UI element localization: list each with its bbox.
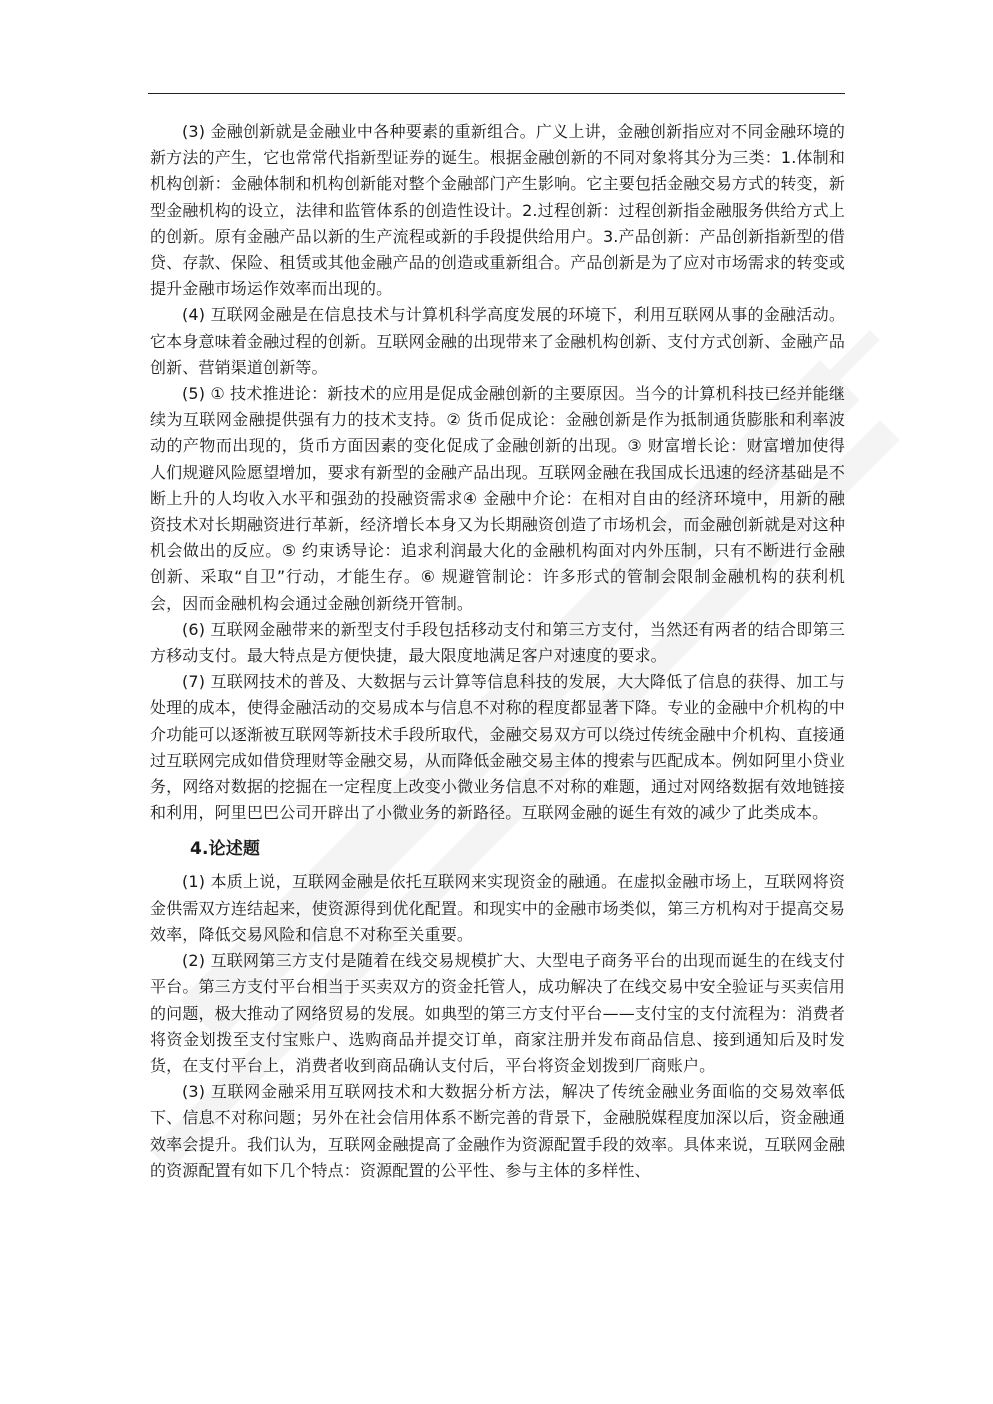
paragraph-4: (4) 互联网金融是在信息技术与计算机科学高度发展的环境下，利用互联网从事的金融活动。它本身意味着金融过程的创新。互联网金融的出现带来了金融机构创新、支付方式创新、金融产品创新、营销渠道创新等。 [150, 305, 845, 377]
section-heading: 4.论述题 [190, 839, 261, 860]
paragraph-6: (6) 互联网金融带来的新型支付手段包括移动支付和第三方支付，当然还有两者的结合即第三方移动支付。最大特点是方便快捷，最大限度地满足客户对速度的要求。 [150, 619, 845, 666]
essay-paragraph-3: (3) 互联网金融采用互联网技术和大数据分析方法，解决了传统金融业务面临的交易效率低下、信息不对称问题；另外在社会信用体系不断完善的背景下，金融脱媒程度加深以后，资金融通效率会提升。我们认为，互联网金融提高了金融作为资源配置手段的效率。具体来说，互联网金融的资源配置有如下几个特点：资源配置的公平性、参与主体的多样性、 [150, 1082, 845, 1180]
essay-paragraph-1: (1) 本质上说，互联网金融是依托互联网来实现资金的融通。在虚拟金融市场上，互联网将资金供需双方连结起来，使资源得到优化配置。和现实中的金融市场类似，第三方机构对于提高交易效率，降低交易风险和信息不对称至关重要。 [150, 872, 845, 944]
page-content [150, 119, 845, 1184]
header-rule [148, 93, 845, 94]
paragraph-7: (7) 互联网技术的普及、大数据与云计算等信息科技的发展，大大降低了信息的获得、加工与处理的成本，使得金融活动的交易成本与信息不对称的程度都显著下降。专业的金融中介机构的中介功能可以逐渐被互联网等新技术手段所取代，金融交易双方可以绕过传统金融中介机构、直接通过互联网完成如借贷理财等金融交易，从而降低金融交易主体的搜索与匹配成本。例如阿里小贷业务，网络对数据的挖掘在一定程度上改变小微业务信息不对称的难题，通过对网络数据有效地链接和利用，阿里巴巴公司开辟出了小微业务的新路径。互联网金融的诞生有效的减少了此类成本。 [150, 672, 845, 823]
paragraph-3: (3) 金融创新就是金融业中各种要素的重新组合。广义上讲，金融创新指应对不同金融环境的新方法的产生，它也常常代指新型证券的诞生。根据金融创新的不同对象将其分为三类：1.体制和机构创新：金融体制和机构创新能对整个金融部门产生影响。它主要包括金融交易方式的转变，新型金融机构的设立，法律和监管体系的创造性设计。2.过程创新：过程创新指金融服务供给方式上的创新。原有金融产品以新的生产流程或新的手段提供给用户。3.产品创新：产品创新指新型的借贷、存款、保险、租赁或其他金融产品的创造或重新组合。产品创新是为了应对市场需求的转变或提升金融市场运作效率而出现的。 [150, 122, 845, 299]
paragraph-5: (5) ① 技术推进论：新技术的应用是促成金融创新的主要原因。当今的计算机科技已经并能继续为互联网金融提供强有力的技术支持。② 货币促成论：金融创新是作为抵制通货膨胀和利率波动的产物而出现的，货币方面因素的变化促成了金融创新的出现。③ 财富增长论：财富增加使得人们规避风险愿望增加，要求有新型的金融产品出现。互联网金融在我国成长迅速的经济基础是不断上升的人均收入水平和强劲的投融资需求④ 金融中介论：在相对自由的经济环境中，用新的融资技术对长期融资进行革新，经济增长本身又为长期融资创造了市场机会，而金融创新就是对这种机会做出的反应。⑤ 约束诱导论：追求利润最大化的金融机构面对内外压制，只有不断进行金融创新、采取“自卫”行动，才能生存。⑥ 规避管制论：许多形式的管制会限制金融机构的获利机会，因而金融机构会通过金融创新绕开管制。 [150, 384, 845, 613]
essay-paragraph-2: (2) 互联网第三方支付是随着在线交易规模扩大、大型电子商务平台的出现而诞生的在线支付平台。第三方支付平台相当于买卖双方的资金托管人，成功解决了在线交易中安全验证与买卖信用的问题，极大推动了网络贸易的发展。如典型的第三方支付平台——支付宝的支付流程为：消费者将资金划拨至支付宝账户、选购商品并提交订单，商家注册并发布商品信息、接到通知后及时发货，在支付平台上，消费者收到商品确认支付后，平台将资金划拨到厂商账户。 [150, 951, 845, 1075]
